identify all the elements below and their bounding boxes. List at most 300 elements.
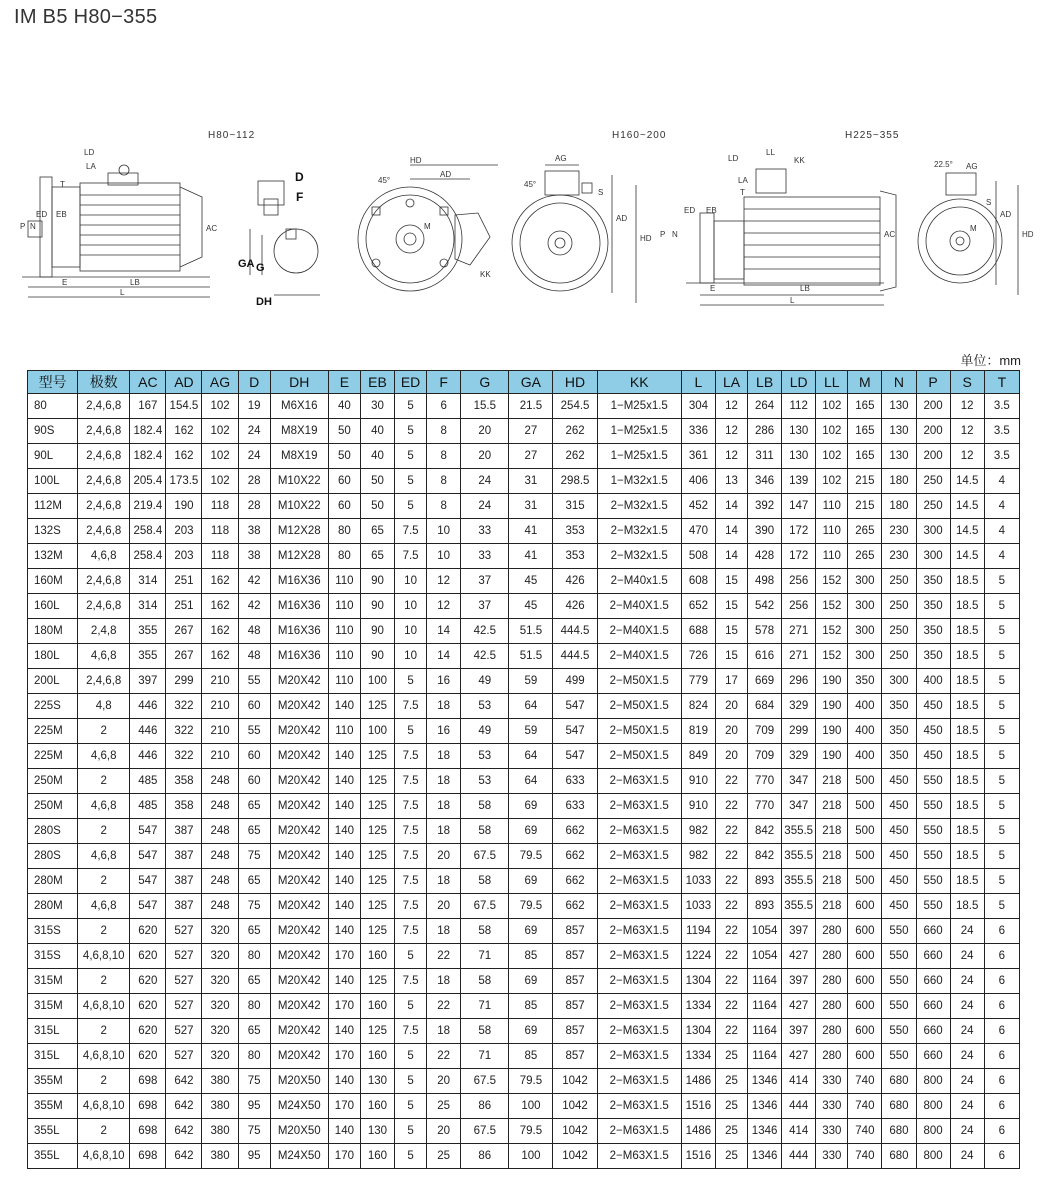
table-cell: 427 [782, 944, 816, 969]
table-cell: 616 [748, 644, 782, 669]
table-cell: 550 [916, 844, 950, 869]
table-cell: M20X42 [270, 669, 328, 694]
table-cell: 4,8 [78, 694, 130, 719]
table-cell: 320 [202, 1019, 238, 1044]
table-cell: 24 [950, 994, 984, 1019]
table-cell: 110 [328, 569, 360, 594]
table-cell: 660 [916, 1019, 950, 1044]
table-cell: 112 [782, 394, 816, 419]
table-cell: 172 [782, 544, 816, 569]
table-cell: 160 [360, 1044, 394, 1069]
table-cell: 18.5 [950, 869, 984, 894]
table-cell: 470 [681, 519, 715, 544]
table-cell: 86 [461, 1144, 509, 1169]
table-cell: 608 [681, 569, 715, 594]
table-cell: 4 [984, 519, 1019, 544]
table-cell: 14.5 [950, 469, 984, 494]
table-cell: 53 [461, 694, 509, 719]
table-cell: 2−M63X1.5 [597, 1094, 681, 1119]
table-cell: 40 [360, 444, 394, 469]
table-cell: 2−M63X1.5 [597, 969, 681, 994]
table-cell: 250M [28, 769, 78, 794]
dim-45-1: 45° [378, 176, 391, 185]
table-cell: 1346 [748, 1144, 782, 1169]
table-cell: 18 [427, 869, 461, 894]
table-cell: 60 [238, 744, 270, 769]
table-cell: 45 [509, 594, 553, 619]
table-cell: 660 [916, 919, 950, 944]
table-cell: 547 [130, 819, 166, 844]
table-cell: 6 [984, 1119, 1019, 1144]
table-cell: M16X36 [270, 619, 328, 644]
table-cell: 256 [782, 594, 816, 619]
table-cell: 95 [238, 1144, 270, 1169]
table-cell: 2,4,8 [78, 619, 130, 644]
table-row [28, 394, 1020, 419]
table-cell: 620 [130, 1019, 166, 1044]
table-cell: 1−M25x1.5 [597, 444, 681, 469]
column-header: S [950, 371, 984, 394]
table-cell: 698 [130, 1094, 166, 1119]
table-cell: 41 [509, 519, 553, 544]
table-cell: 1−M25x1.5 [597, 394, 681, 419]
table-cell: 200 [916, 419, 950, 444]
table-cell: 64 [509, 744, 553, 769]
table-cell: 170 [328, 1044, 360, 1069]
table-cell: 444 [782, 1144, 816, 1169]
table-cell: 37 [461, 594, 509, 619]
table-cell: 550 [916, 819, 950, 844]
table-cell: 162 [202, 594, 238, 619]
table-cell: 24 [238, 444, 270, 469]
table-cell: 130 [882, 419, 916, 444]
table-cell: 165 [848, 394, 882, 419]
table-row [28, 1044, 1020, 1069]
table-cell: 1346 [748, 1069, 782, 1094]
table-cell: 13 [715, 469, 747, 494]
dim-ad-2: AD [616, 214, 628, 223]
column-header: P [916, 371, 950, 394]
table-cell: 210 [202, 744, 238, 769]
table-row [28, 594, 1020, 619]
column-header: LA [715, 371, 747, 394]
table-cell: 500 [848, 769, 882, 794]
table-cell: 251 [166, 569, 202, 594]
dim-m-2: M [970, 224, 977, 233]
table-cell: 578 [748, 619, 782, 644]
table-cell: 118 [202, 519, 238, 544]
table-cell: 18.5 [950, 769, 984, 794]
table-cell: 58 [461, 794, 509, 819]
table-cell: 688 [681, 619, 715, 644]
table-cell: 527 [166, 944, 202, 969]
table-cell: M16X36 [270, 644, 328, 669]
table-cell: 600 [848, 994, 882, 1019]
table-cell: 400 [848, 719, 882, 744]
table-cell: 387 [166, 844, 202, 869]
table-cell: 132M [28, 544, 78, 569]
table-cell: 125 [360, 969, 394, 994]
table-cell: 5 [984, 819, 1019, 844]
table-cell: 304 [681, 394, 715, 419]
table-cell: 280S [28, 844, 78, 869]
table-cell: 300 [848, 569, 882, 594]
table-cell: 1042 [553, 1144, 597, 1169]
table-cell: 800 [916, 1144, 950, 1169]
table-cell: 180 [882, 494, 916, 519]
table-cell: 102 [202, 394, 238, 419]
table-cell: 1042 [553, 1069, 597, 1094]
drawing-label-h80-112: H80~112 [208, 130, 256, 141]
column-header: T [984, 371, 1019, 394]
dim-l-2: L [790, 296, 795, 305]
table-cell: M20X42 [270, 919, 328, 944]
table-cell: 547 [130, 844, 166, 869]
table-cell: 24 [950, 1069, 984, 1094]
table-cell: 102 [816, 419, 848, 444]
table-cell: 152 [816, 594, 848, 619]
dim-n-2: N [672, 230, 678, 239]
table-cell: 60 [238, 769, 270, 794]
table-cell: 15 [715, 644, 747, 669]
table-cell: 6 [984, 1069, 1019, 1094]
table-cell: 779 [681, 669, 715, 694]
table-cell: 10 [427, 519, 461, 544]
table-cell: 248 [202, 869, 238, 894]
table-cell: M20X42 [270, 694, 328, 719]
table-cell: 315S [28, 944, 78, 969]
table-cell: 86 [461, 1094, 509, 1119]
table-cell: 800 [916, 1119, 950, 1144]
table-cell: M10X22 [270, 469, 328, 494]
table-cell: 79.5 [509, 844, 553, 869]
table-cell: 662 [553, 819, 597, 844]
table-cell: 250 [916, 494, 950, 519]
dim-ga: GA [238, 258, 255, 270]
table-cell: 80 [28, 394, 78, 419]
unit-label: 单位：mm [960, 353, 1021, 368]
table-cell: 41 [509, 544, 553, 569]
table-cell: 50 [328, 444, 360, 469]
table-cell: 3.5 [984, 444, 1019, 469]
table-cell: 18.5 [950, 569, 984, 594]
table-cell: 65 [238, 819, 270, 844]
table-cell: 125 [360, 744, 394, 769]
table-cell: 329 [782, 744, 816, 769]
table-cell: 265 [848, 544, 882, 569]
table-cell: 7.5 [395, 894, 427, 919]
table-cell: 22 [715, 994, 747, 1019]
column-header: AG [202, 371, 238, 394]
dim-kk-1: KK [480, 270, 491, 279]
table-cell: 355M [28, 1069, 78, 1094]
table-cell: 18.5 [950, 844, 984, 869]
table-row [28, 569, 1020, 594]
table-cell: 280 [816, 919, 848, 944]
table-cell: 485 [130, 794, 166, 819]
table-cell: 140 [328, 694, 360, 719]
table-cell: 248 [202, 794, 238, 819]
dim-l: L [120, 288, 125, 297]
table-cell: 140 [328, 894, 360, 919]
table-cell: 50 [360, 494, 394, 519]
column-header: G [461, 371, 509, 394]
table-cell: 2−M63X1.5 [597, 894, 681, 919]
table-cell: 450 [916, 719, 950, 744]
table-row [28, 794, 1020, 819]
table-cell: 446 [130, 744, 166, 769]
column-header: HD [553, 371, 597, 394]
table-cell: 110 [816, 544, 848, 569]
table-row [28, 944, 1020, 969]
table-cell: 2,4,6,8 [78, 594, 130, 619]
table-cell: 75 [238, 844, 270, 869]
dim-t: T [60, 180, 65, 189]
table-cell: 162 [202, 644, 238, 669]
table-cell: 296 [782, 669, 816, 694]
table-cell: 620 [130, 969, 166, 994]
table-cell: 380 [202, 1069, 238, 1094]
table-cell: 4,6,8 [78, 894, 130, 919]
table-cell: 218 [816, 769, 848, 794]
table-cell: 60 [328, 494, 360, 519]
table-cell: 55 [238, 719, 270, 744]
table-header-row [28, 371, 1020, 394]
table-cell: 110 [328, 669, 360, 694]
table-cell: 14.5 [950, 544, 984, 569]
table-cell: 49 [461, 719, 509, 744]
table-cell: 426 [553, 569, 597, 594]
table-cell: 264 [748, 394, 782, 419]
table-cell: 49 [461, 669, 509, 694]
table-cell: 22 [715, 844, 747, 869]
table-cell: 100 [360, 719, 394, 744]
dim-ac: AC [206, 224, 218, 233]
table-cell: 842 [748, 844, 782, 869]
table-cell: 857 [553, 919, 597, 944]
table-cell: 330 [816, 1094, 848, 1119]
column-header: F [427, 371, 461, 394]
table-cell: 314 [130, 569, 166, 594]
table-cell: 1164 [748, 1044, 782, 1069]
table-cell: 450 [916, 744, 950, 769]
table-cell: 10 [395, 594, 427, 619]
table-cell: 2−M63X1.5 [597, 819, 681, 844]
table-cell: 248 [202, 894, 238, 919]
table-cell: 633 [553, 769, 597, 794]
table-row [28, 469, 1020, 494]
table-cell: 6 [984, 1094, 1019, 1119]
table-cell: 547 [130, 894, 166, 919]
table-cell: 6 [984, 1044, 1019, 1069]
table-cell: 406 [681, 469, 715, 494]
table-cell: 25 [715, 1094, 747, 1119]
table-cell: 350 [848, 669, 882, 694]
table-row [28, 669, 1020, 694]
table-cell: 165 [848, 419, 882, 444]
table-cell: 350 [916, 619, 950, 644]
table-cell: 669 [748, 669, 782, 694]
table-cell: 125 [360, 769, 394, 794]
table-cell: 5 [395, 1069, 427, 1094]
table-cell: 75 [238, 894, 270, 919]
table-cell: 5 [984, 719, 1019, 744]
table-body [28, 394, 1020, 1169]
table-cell: 824 [681, 694, 715, 719]
table-cell: 2−M63X1.5 [597, 1044, 681, 1069]
table-cell: 80 [328, 519, 360, 544]
side-view-large [686, 169, 896, 305]
table-cell: 14 [715, 544, 747, 569]
table-cell: 547 [553, 694, 597, 719]
table-cell: 2 [78, 819, 130, 844]
table-cell: 80 [238, 1044, 270, 1069]
table-cell: 4,6,8 [78, 544, 130, 569]
table-cell: 2,4,6,8 [78, 444, 130, 469]
table-cell: M20X42 [270, 944, 328, 969]
table-cell: 58 [461, 1019, 509, 1044]
table-cell: M20X42 [270, 1019, 328, 1044]
table-cell: 55 [238, 669, 270, 694]
table-cell: 18 [427, 769, 461, 794]
table-cell: 426 [553, 594, 597, 619]
table-cell: 24 [950, 1094, 984, 1119]
table-cell: 350 [882, 744, 916, 769]
table-cell: 3.5 [984, 394, 1019, 419]
table-cell: 18.5 [950, 794, 984, 819]
table-cell: 500 [848, 819, 882, 844]
table-cell: 140 [328, 1019, 360, 1044]
table-cell: 48 [238, 644, 270, 669]
table-row [28, 819, 1020, 844]
table-cell: 347 [782, 794, 816, 819]
table-cell: 387 [166, 819, 202, 844]
table-cell: 18.5 [950, 644, 984, 669]
table-cell: 22 [715, 894, 747, 919]
table-cell: 450 [882, 894, 916, 919]
table-cell: 910 [681, 794, 715, 819]
table-cell: 550 [882, 969, 916, 994]
table-cell: 2,4,6,8 [78, 669, 130, 694]
table-cell: M12X28 [270, 544, 328, 569]
table-cell: 20 [427, 894, 461, 919]
table-cell: M20X42 [270, 994, 328, 1019]
table-cell: 60 [238, 694, 270, 719]
table-cell: 4,6,8 [78, 794, 130, 819]
dim-f: F [296, 190, 304, 204]
table-cell: 347 [782, 769, 816, 794]
page-title: IM B5 H80−355 [14, 6, 158, 28]
drawing-label-h225-355: H225~355 [845, 130, 900, 141]
table-cell: 12 [715, 444, 747, 469]
table-cell: 100 [509, 1144, 553, 1169]
table-cell: 14.5 [950, 519, 984, 544]
table-cell: 190 [816, 669, 848, 694]
table-cell: 65 [238, 869, 270, 894]
table-cell: 355.5 [782, 894, 816, 919]
table-cell: 642 [166, 1144, 202, 1169]
table-cell: 452 [681, 494, 715, 519]
table-cell: 380 [202, 1094, 238, 1119]
front-view-h225-355 [918, 173, 1018, 295]
table-cell: 2 [78, 1069, 130, 1094]
table-cell: 857 [553, 944, 597, 969]
table-cell: 280M [28, 869, 78, 894]
dim-ed: ED [36, 210, 48, 219]
table-cell: 280S [28, 819, 78, 844]
table-cell: 550 [916, 869, 950, 894]
table-cell: 5 [395, 1144, 427, 1169]
table-cell: 392 [748, 494, 782, 519]
table-cell: 5 [984, 794, 1019, 819]
table-cell: 400 [848, 694, 882, 719]
table-cell: 5 [395, 944, 427, 969]
table-cell: 527 [166, 1044, 202, 1069]
table-cell: 7.5 [395, 819, 427, 844]
table-cell: 2−M63X1.5 [597, 794, 681, 819]
table-cell: 2,4,6,8 [78, 419, 130, 444]
table-cell: 1164 [748, 994, 782, 1019]
table-cell: 147 [782, 494, 816, 519]
table-cell: 2 [78, 919, 130, 944]
table-cell: 205.4 [130, 469, 166, 494]
table-cell: 215 [848, 469, 882, 494]
table-cell: 140 [328, 744, 360, 769]
table-cell: 982 [681, 819, 715, 844]
table-cell: 59 [509, 719, 553, 744]
table-cell: 203 [166, 544, 202, 569]
table-cell: 248 [202, 769, 238, 794]
table-cell: 5 [395, 419, 427, 444]
table-cell: 31 [509, 469, 553, 494]
table-cell: 20 [461, 444, 509, 469]
table-cell: 2−M63X1.5 [597, 994, 681, 1019]
table-cell: 51.5 [509, 619, 553, 644]
table-cell: 1304 [681, 1019, 715, 1044]
table-cell: 180 [882, 469, 916, 494]
table-cell: 69 [509, 794, 553, 819]
table-row [28, 994, 1020, 1019]
table-cell: 140 [328, 844, 360, 869]
column-header: M [848, 371, 882, 394]
dim-g: G [256, 262, 265, 274]
table-cell: 110 [328, 719, 360, 744]
table-row [28, 644, 1020, 669]
table-cell: 397 [782, 969, 816, 994]
table-cell: 190 [816, 719, 848, 744]
table-cell: 322 [166, 719, 202, 744]
table-cell: 90S [28, 419, 78, 444]
table-cell: 14.5 [950, 494, 984, 519]
table-cell: 152 [816, 644, 848, 669]
dim-ll: LL [766, 148, 775, 157]
table-cell: M24X50 [270, 1144, 328, 1169]
table-cell: 2,4,6,8 [78, 394, 130, 419]
table-cell: M20X50 [270, 1069, 328, 1094]
table-cell: 550 [882, 1019, 916, 1044]
table-cell: 2−M63X1.5 [597, 769, 681, 794]
table-cell: 1164 [748, 1019, 782, 1044]
table-cell: 67.5 [461, 894, 509, 919]
table-cell: 80 [238, 994, 270, 1019]
table-cell: 12 [715, 419, 747, 444]
column-header: LL [816, 371, 848, 394]
table-cell: 64 [509, 694, 553, 719]
dim-d: D [295, 170, 304, 184]
table-cell: 315S [28, 919, 78, 944]
table-cell: 60 [328, 469, 360, 494]
table-cell: 154.5 [166, 394, 202, 419]
